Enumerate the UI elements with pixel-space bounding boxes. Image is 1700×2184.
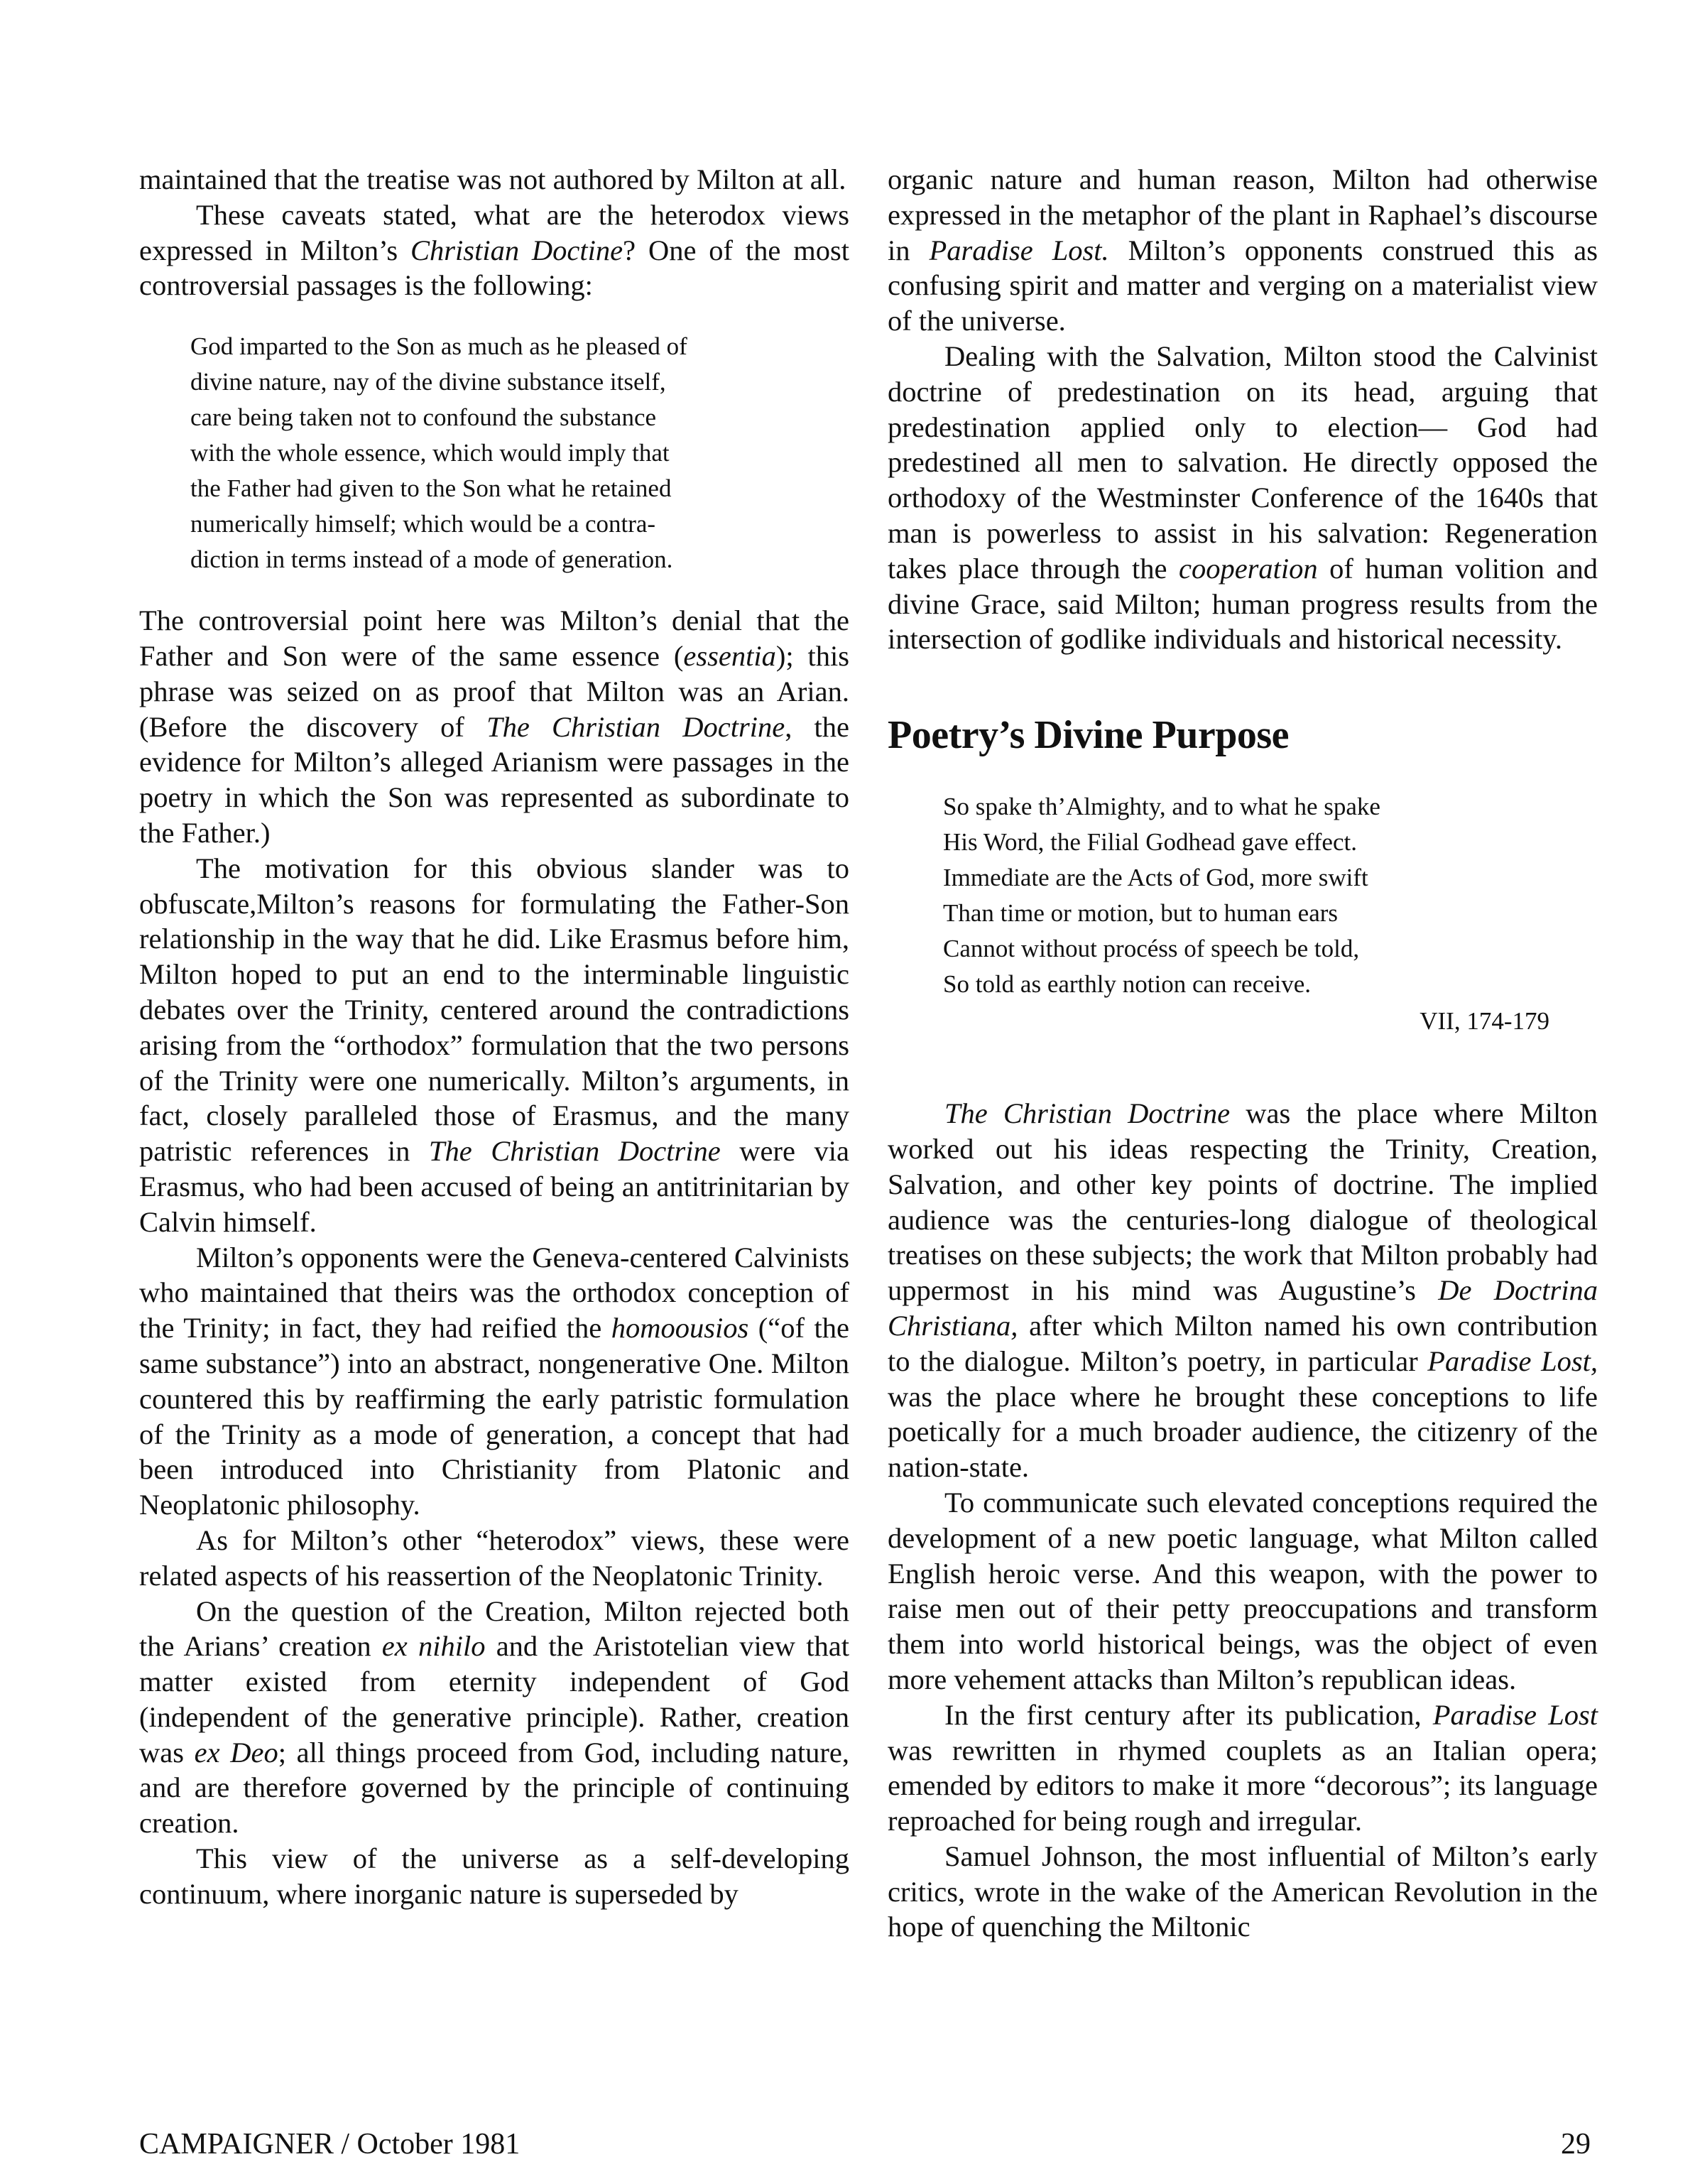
poem-quote	[943, 789, 1568, 1039]
left-column	[139, 162, 849, 1912]
text: Dealing with the Salvation, Milton stood the Calvinist doctrine of predestination on its head, arguing that predestination applied only to election— God had predestined all men to salvation. He directly opposed the orthodoxy of the Westminster Conference of the 1640s that man is powerless to assist in his salvation: Regeneration takes place through the	[888, 339, 1598, 585]
paragraph	[139, 1594, 849, 1842]
quote-line: care being taken not to confound the substance	[190, 403, 657, 432]
text: were via Erasmus, who had been accused of being an antitrinitarian by Calvin himself.	[139, 1135, 849, 1238]
italic-text: ex nihilo	[381, 1630, 486, 1663]
quote-line: God imparted to the Son as much as he pleased of	[190, 332, 687, 361]
italic-text: De Doctrina Christiana,	[888, 1274, 1598, 1342]
italic-text: ex Deo	[194, 1736, 278, 1769]
poem-line: Immediate are the Acts of God, more swift	[943, 864, 1368, 892]
poem-line: Than time or motion, but to human ears	[943, 899, 1339, 928]
poem-line: His Word, the Filial Godhead gave effect.	[943, 828, 1357, 857]
paragraph	[888, 1697, 1598, 1839]
right-column	[888, 162, 1598, 1945]
paragraph	[139, 197, 849, 303]
paragraph	[139, 603, 849, 851]
text: after which Milton named his own contribution to the dialogue. Milton’s poetry, in particular	[888, 1309, 1598, 1377]
text: The controversial point here was Milton’s denial that the Father and Son were of the same essence (	[139, 604, 849, 672]
quote-line: numerically himself; which would be a contra-	[190, 510, 656, 538]
quote-line: diction in terms instead of a mode of generation.	[190, 545, 673, 574]
paragraph	[139, 1240, 849, 1523]
italic-text: Christian Doctine	[410, 234, 623, 266]
italic-text: The Christian Doctrine	[486, 710, 785, 743]
text: Milton’s opponents construed this as confusing spirit and matter and verging on a materialist view of the universe.	[888, 234, 1598, 337]
paragraph: As for Milton’s other “heterodox” views, these were related aspects of his reassertion of the Neoplatonic Trinity.	[139, 1523, 849, 1592]
text: The motivation for this obvious slander was to obfuscate,Milton’s reasons for formulating the Father-Son relationship in the way that he did. Like Erasmus before him, Milton hoped to put an end to the interminable linguistic debates over the Trinity, centered around the contradictions arising from the “orthodox” formulation that the two persons of the Trinity were one numerically. Milton’s arguments, in fact, closely paralleled those of Erasmus, and the many patristic references in	[139, 852, 849, 1168]
text: of human volition and divine Grace, said Milton; human progress results from the intersection of godlike individuals and historical necessity.	[888, 552, 1598, 656]
italic-text: cooperation	[1178, 552, 1318, 585]
paragraph	[888, 162, 1598, 339]
text: ); this phrase was seized on as proof that Milton was an Arian. (Before the discovery of	[139, 639, 849, 743]
paragraph	[888, 1096, 1598, 1485]
text: ; all things proceed from God, including nature, and are therefore governed by the principle of continuing creation.	[139, 1736, 849, 1840]
text: was rewritten in rhymed couplets as an Italian opera; emended by editors to make it more “decorous”; its language reproached for being rough and irregular.	[888, 1734, 1598, 1837]
poem-line: So told as earthly notion can receive.	[943, 970, 1312, 999]
text: was the place where Milton worked out his ideas respecting the Trinity, Creation, Salvation, and other key points of doctrine. The implied audience was the centuries-long dialogue of theological treatises on these subjects; the work that Milton probably had uppermost in his mind was Augustine’s	[888, 1097, 1598, 1307]
text: (“of the same substance”) into an abstract, nongenerative One. Milton countered this by reaffirming the early patristic formulation of the Trinity as a mode of generation, a concept that had been introduced into Christianity from Platonic and Neoplatonic philosophy.	[139, 1312, 849, 1521]
paragraph	[888, 339, 1598, 657]
text: Milton’s opponents were the Geneva-centered Calvinists who maintained that theirs was the orthodox conception of the Trinity; in fact, they had reified the	[139, 1241, 849, 1344]
italic-text: Paradise Lost	[1432, 1698, 1598, 1731]
text: In the first century after its publication,	[944, 1698, 1433, 1731]
section-heading: Poetry’s Divine Purpose	[888, 713, 1289, 758]
paragraph: Samuel Johnson, the most influential of Milton’s early critics, wrote in the wake of the American Revolution in the hope of quenching the Miltonic	[888, 1840, 1598, 1943]
italic-text: The Christian Doctrine	[428, 1135, 721, 1168]
italic-text: Paradise Lost,	[1427, 1344, 1598, 1377]
paragraph	[139, 851, 849, 1240]
quote-line: with the whole essence, which would imply that	[190, 439, 670, 467]
block-quote	[190, 329, 801, 577]
page-number: 29	[1561, 2128, 1591, 2161]
poem-line: So spake th’Almighty, and to what he spake	[943, 793, 1380, 821]
text: , the evidence for Milton’s alleged Arianism were passages in the poetry in which the Son was represented as subordinate to the Father.)	[139, 710, 849, 849]
quote-line: divine nature, nay of the divine substance itself,	[190, 368, 666, 396]
text: and the Aristotelian view that matter existed from eternity independent of God (independent of the generative principle). Rather, creation was	[139, 1630, 849, 1769]
paragraph: To communicate such elevated conceptions required the development of a new poetic language, what Milton called English heroic verse. And this weapon, with the power to raise men out of their petty preoccupations and transform them into world historical beings, was the object of even more vehement attacks than Milton’s republican ideas.	[888, 1486, 1598, 1695]
publication-footer: CAMPAIGNER / October 1981	[139, 2128, 521, 2161]
text: ? One of the most controversial passages is the following:	[139, 234, 849, 302]
paragraph: This view of the universe as a self-developing continuum, where inorganic nature is superseded by	[139, 1842, 849, 1910]
text: These caveats stated, what are the heterodox views expressed in Milton’s	[139, 198, 849, 266]
poem-line: Cannot without procéss of speech be told,	[943, 935, 1360, 963]
quote-line: the Father had given to the Son what he retained	[190, 474, 672, 503]
italic-text: homoousios	[611, 1312, 749, 1344]
italic-text: The Christian Doctrine	[944, 1097, 1231, 1130]
poem-citation: VII, 174-179	[1420, 1007, 1549, 1036]
italic-text: essentia	[683, 639, 776, 672]
text: On the question of the Creation, Milton rejected both the Arians’ creation	[139, 1594, 849, 1663]
text: was the place where he brought these conceptions to life poetically for a much broader audience, the citizenry of the nation-state.	[888, 1380, 1598, 1484]
text: organic nature and human reason, Milton had otherwise expressed in the metaphor of the plant in Raphael’s discourse in	[888, 163, 1598, 266]
paragraph: maintained that the treatise was not authored by Milton at all.	[139, 163, 846, 195]
italic-text: Paradise Lost.	[929, 234, 1109, 266]
